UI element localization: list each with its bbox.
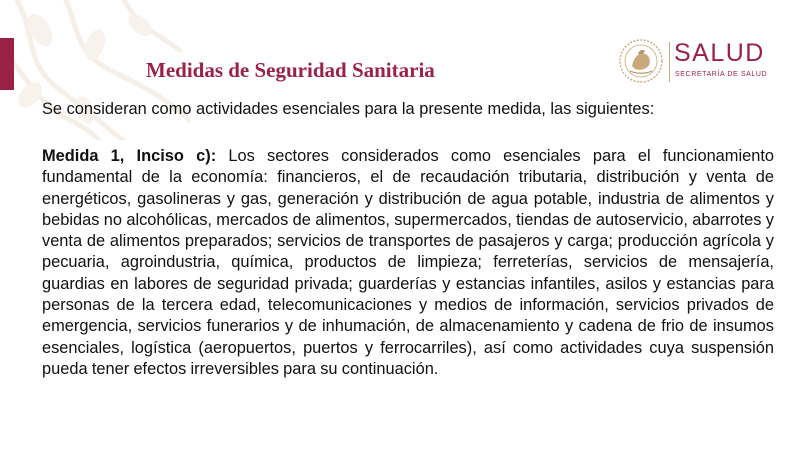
measure-text: Los sectores considerados como esenciales para el funcionamiento fundamental de la economía: financieros, el de recaudación tributaria, distribución y venta de energéticos, gasolineras y gas, generación y distribución de agua potable, industria de alimentos y bebidas no alcohólicas, mercados de alimentos, supermercados, tiendas de autoservicio, abarrotes y venta de alimentos preparados; servicios de transportes de pasajeros y carga; producción agrícola y pecuaria, agroindustria, química, productos de limpieza; ferreterías, servicios de mensajería, guardias en labores de seguridad privada; guarderías y estancias infantiles, asilos y estancias para personas de la tercera edad, telecomunicaciones y medios de información, servicios privados de emergencia, servicios funerarios y de inhumación, de almacenamiento y cadena de frio de insumos esenciales, logística (aeropuertos, puertos y ferrocarriles), así como actividades cuya suspensión pueda tener efectos irreversibles para su continuación.	[42, 147, 774, 378]
eagle-seal-icon	[618, 38, 664, 84]
page-title: Medidas de Seguridad Sanitaria	[146, 58, 435, 82]
logo-name: SALUD	[674, 39, 765, 67]
measure-label: Medida 1, Inciso c):	[42, 147, 217, 165]
salud-logo	[618, 38, 783, 90]
logo-separator	[669, 42, 670, 82]
accent-bar	[0, 38, 14, 90]
measure-paragraph	[42, 146, 774, 380]
intro-text: Se consideran como actividades esenciales para la presente medida, las siguientes:	[42, 100, 655, 118]
logo-subtitle: SECRETARÍA DE SALUD	[675, 71, 768, 78]
